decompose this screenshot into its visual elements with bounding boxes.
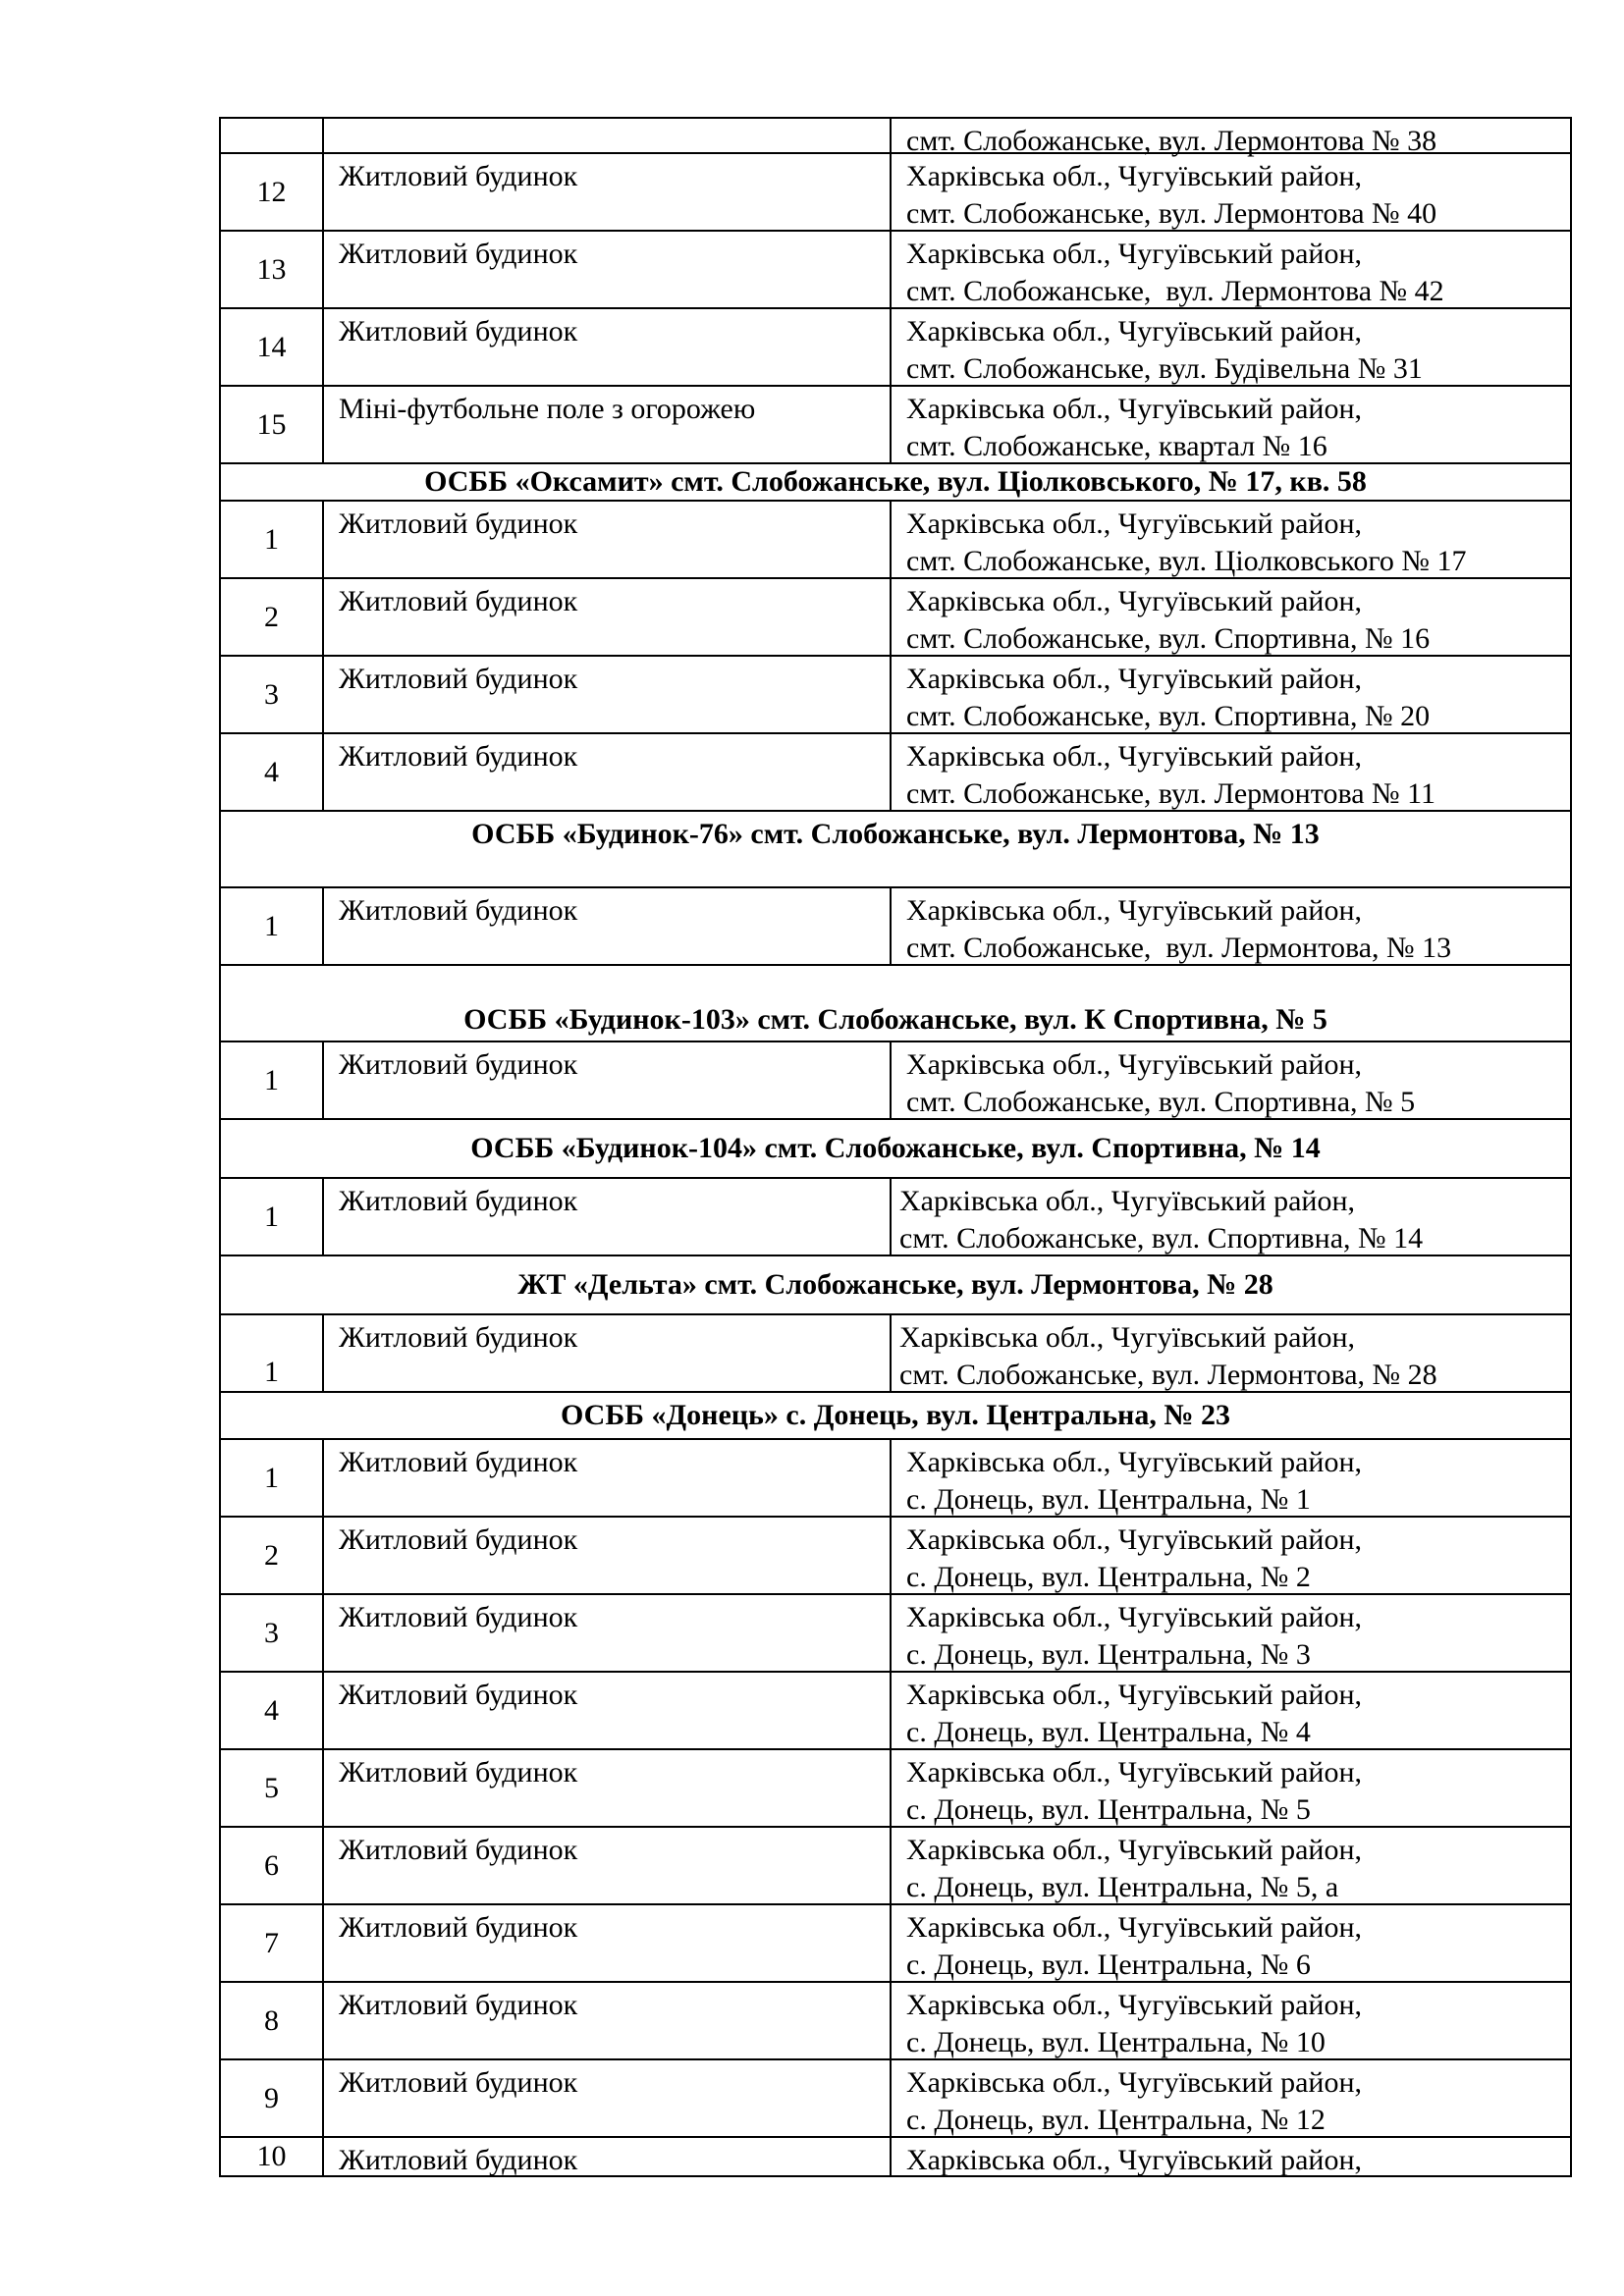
section-header: ОСББ «Будинок-104» смт. Слобожанське, вул. Спортивна, № 14 xyxy=(470,1132,1321,1164)
object-address xyxy=(892,1518,1570,1593)
address-line: Харківська обл., Чугуївський район, xyxy=(906,1048,1363,1081)
object-address xyxy=(892,888,1570,964)
object-address xyxy=(892,1750,1570,1826)
table-row xyxy=(219,579,1572,657)
address-line: Харківська обл., Чугуївський район, xyxy=(906,1989,1363,2021)
object-address xyxy=(892,579,1570,655)
row-number: 7 xyxy=(221,1905,324,1981)
section-header-row xyxy=(219,812,1572,888)
row-number: 15 xyxy=(221,387,324,462)
row-number xyxy=(221,119,324,152)
address-line: смт. Слобожанське, вул. Спортивна, № 16 xyxy=(906,622,1431,655)
table-row xyxy=(219,1179,1572,1256)
address-line: Харківська обл., Чугуївський район, xyxy=(906,507,1363,540)
object-name: Житловий будинок xyxy=(324,2138,892,2175)
address-line: Харківська обл., Чугуївський район, xyxy=(906,663,1363,695)
address-line: смт. Слобожанське, вул. Спортивна, № 20 xyxy=(906,700,1431,732)
row-number: 5 xyxy=(221,1750,324,1826)
object-address xyxy=(892,657,1570,732)
address-line: с. Донець, вул. Центральна, № 4 xyxy=(906,1716,1311,1748)
table-row xyxy=(219,117,1572,157)
row-number: 4 xyxy=(221,734,324,810)
object-address xyxy=(892,1440,1570,1516)
object-name: Житловий будинок xyxy=(324,2060,892,2136)
address-line: с. Донець, вул. Центральна, № 6 xyxy=(906,1949,1311,1981)
object-address xyxy=(892,1595,1570,1671)
object-address xyxy=(892,1673,1570,1748)
row-number: 10 xyxy=(221,2138,324,2175)
row-number: 8 xyxy=(221,1983,324,2058)
table-row xyxy=(219,1595,1572,1673)
object-address xyxy=(892,1905,1570,1981)
object-name: Житловий будинок xyxy=(324,734,892,810)
object-name: Житловий будинок xyxy=(324,232,892,307)
table-row xyxy=(219,734,1572,812)
row-number: 14 xyxy=(221,309,324,385)
table-row xyxy=(219,657,1572,734)
address-line: Харківська обл., Чугуївський район, xyxy=(899,1185,1356,1217)
object-name: Житловий будинок xyxy=(324,1179,892,1255)
object-address xyxy=(892,2060,1570,2136)
address-line: смт. Слобожанське, квартал № 16 xyxy=(906,430,1327,462)
object-name: Житловий будинок xyxy=(324,1595,892,1671)
object-name: Житловий будинок xyxy=(324,1315,892,1391)
address-line: смт. Слобожанське, вул. Спортивна, № 14 xyxy=(899,1222,1424,1255)
object-name xyxy=(324,119,892,152)
address-line: смт. Слобожанське, вул. Лермонтова № 38 xyxy=(906,125,1437,157)
address-line: Харківська обл., Чугуївський район, xyxy=(906,740,1363,773)
address-line: Харківська обл., Чугуївський район, xyxy=(906,1446,1363,1478)
object-address xyxy=(892,1042,1570,1118)
address-line: с. Донець, вул. Центральна, № 1 xyxy=(906,1483,1311,1516)
object-address xyxy=(892,2138,1570,2175)
row-number: 4 xyxy=(221,1673,324,1748)
address-line: смт. Слобожанське, вул. Лермонтова № 42 xyxy=(906,275,1444,307)
address-line: с. Донець, вул. Центральна, № 5 xyxy=(906,1793,1311,1826)
address-line: с. Донець, вул. Центральна, № 10 xyxy=(906,2026,1326,2058)
object-name: Міні-футбольне поле з огорожею xyxy=(324,387,892,462)
table-row xyxy=(219,1750,1572,1828)
address-line: Харківська обл., Чугуївський район, xyxy=(906,1911,1363,1944)
address-line: Харківська обл., Чугуївський район, xyxy=(906,585,1363,617)
table-row xyxy=(219,888,1572,966)
address-line: смт. Слобожанське, вул. Лермонтова № 11 xyxy=(906,777,1436,810)
table-row xyxy=(219,387,1572,464)
section-header-row xyxy=(219,1256,1572,1315)
section-header: ОСББ «Донець» с. Донець, вул. Центральна, № 23 xyxy=(560,1399,1230,1431)
object-address xyxy=(892,502,1570,577)
table-row xyxy=(219,502,1572,579)
address-line: Харківська обл., Чугуївський район, xyxy=(906,315,1363,347)
section-header-row xyxy=(219,464,1572,502)
object-name: Житловий будинок xyxy=(324,1983,892,2058)
object-name: Житловий будинок xyxy=(324,1905,892,1981)
address-line: смт. Слобожанське, вул. Лермонтова, № 13 xyxy=(906,932,1452,964)
table-row xyxy=(219,1315,1572,1393)
address-line: с. Донець, вул. Центральна, № 5, а xyxy=(906,1871,1339,1903)
table-row xyxy=(219,1828,1572,1905)
object-address xyxy=(892,387,1570,462)
object-name: Житловий будинок xyxy=(324,1440,892,1516)
row-number: 3 xyxy=(221,657,324,732)
address-line: Харківська обл., Чугуївський район, xyxy=(906,2066,1363,2099)
address-line: Харківська обл., Чугуївський район, xyxy=(906,1601,1363,1633)
object-address xyxy=(892,1315,1570,1391)
object-name: Житловий будинок xyxy=(324,1828,892,1903)
section-header: ЖТ «Дельта» смт. Слобожанське, вул. Лермонтова, № 28 xyxy=(517,1268,1273,1301)
object-address xyxy=(892,1983,1570,2058)
row-number: 1 xyxy=(221,1440,324,1516)
address-line: с. Донець, вул. Центральна, № 2 xyxy=(906,1561,1311,1593)
address-line: Харківська обл., Чугуївський район, xyxy=(906,238,1363,270)
table-row xyxy=(219,1905,1572,1983)
section-header: ОСББ «Будинок-103» смт. Слобожанське, вул. К Спортивна, № 5 xyxy=(463,1003,1327,1036)
table-row xyxy=(219,154,1572,232)
row-number: 1 xyxy=(221,1179,324,1255)
row-number: 13 xyxy=(221,232,324,307)
object-name: Житловий будинок xyxy=(324,502,892,577)
section-header-row xyxy=(219,966,1572,1042)
object-address xyxy=(892,232,1570,307)
address-line: Харківська обл., Чугуївський район, xyxy=(899,1321,1356,1354)
object-name: Житловий будинок xyxy=(324,1750,892,1826)
object-name: Житловий будинок xyxy=(324,579,892,655)
object-address xyxy=(892,1828,1570,1903)
object-name: Житловий будинок xyxy=(324,888,892,964)
row-number: 6 xyxy=(221,1828,324,1903)
table-row xyxy=(219,2138,1572,2177)
address-line: смт. Слобожанське, вул. Спортивна, № 5 xyxy=(906,1086,1416,1118)
table-row xyxy=(219,1440,1572,1518)
section-header: ОСББ «Будинок-76» смт. Слобожанське, вул. Лермонтова, № 13 xyxy=(471,818,1320,850)
object-address xyxy=(892,309,1570,385)
object-address xyxy=(892,154,1570,230)
object-address xyxy=(892,1179,1570,1255)
row-number: 2 xyxy=(221,579,324,655)
address-line: смт. Слобожанське, вул. Ціолковського № 17 xyxy=(906,545,1467,577)
address-line: смт. Слобожанське, вул. Лермонтова, № 28 xyxy=(899,1359,1437,1391)
address-line: Харківська обл., Чугуївський район, xyxy=(906,1834,1363,1866)
address-line: смт. Слобожанське, вул. Лермонтова № 40 xyxy=(906,197,1437,230)
address-line: Харківська обл., Чугуївський район, xyxy=(906,1756,1363,1789)
table-row xyxy=(219,232,1572,309)
address-line: смт. Слобожанське, вул. Будівельна № 31 xyxy=(906,352,1423,385)
object-name: Житловий будинок xyxy=(324,1042,892,1118)
row-number: 12 xyxy=(221,154,324,230)
object-name: Житловий будинок xyxy=(324,1673,892,1748)
table-row xyxy=(219,2060,1572,2138)
table-row xyxy=(219,1983,1572,2060)
address-line: Харківська обл., Чугуївський район, xyxy=(906,1679,1363,1711)
address-line: Харківська обл., Чугуївський район, xyxy=(906,1523,1363,1556)
row-number: 1 xyxy=(221,1042,324,1118)
section-header-row xyxy=(219,1393,1572,1440)
section-header-row xyxy=(219,1120,1572,1179)
object-address xyxy=(892,734,1570,810)
table-row xyxy=(219,1518,1572,1595)
object-name: Житловий будинок xyxy=(324,657,892,732)
row-number: 2 xyxy=(221,1518,324,1593)
table-row xyxy=(219,1673,1572,1750)
row-number: 9 xyxy=(221,2060,324,2136)
object-name: Житловий будинок xyxy=(324,309,892,385)
object-address xyxy=(892,119,1570,157)
address-line: с. Донець, вул. Центральна, № 3 xyxy=(906,1638,1311,1671)
row-number: 1 xyxy=(221,502,324,577)
address-line: Харківська обл., Чугуївський район, xyxy=(906,160,1363,192)
table-row xyxy=(219,309,1572,387)
address-line: Харківська обл., Чугуївський район, xyxy=(906,894,1363,927)
object-name: Житловий будинок xyxy=(324,1518,892,1593)
table-row xyxy=(219,1042,1572,1120)
address-line: с. Донець, вул. Центральна, № 12 xyxy=(906,2104,1326,2136)
property-table xyxy=(219,117,1572,2177)
address-line: Харківська обл., Чугуївський район, xyxy=(906,393,1363,425)
section-header: ОСББ «Оксамит» смт. Слобожанське, вул. Ціолковського, № 17, кв. 58 xyxy=(424,465,1367,498)
address-line: Харківська обл., Чугуївський район, xyxy=(906,2144,1363,2176)
object-name: Житловий будинок xyxy=(324,154,892,230)
row-number: 1 xyxy=(221,1315,324,1391)
row-number: 3 xyxy=(221,1595,324,1671)
row-number: 1 xyxy=(221,888,324,964)
